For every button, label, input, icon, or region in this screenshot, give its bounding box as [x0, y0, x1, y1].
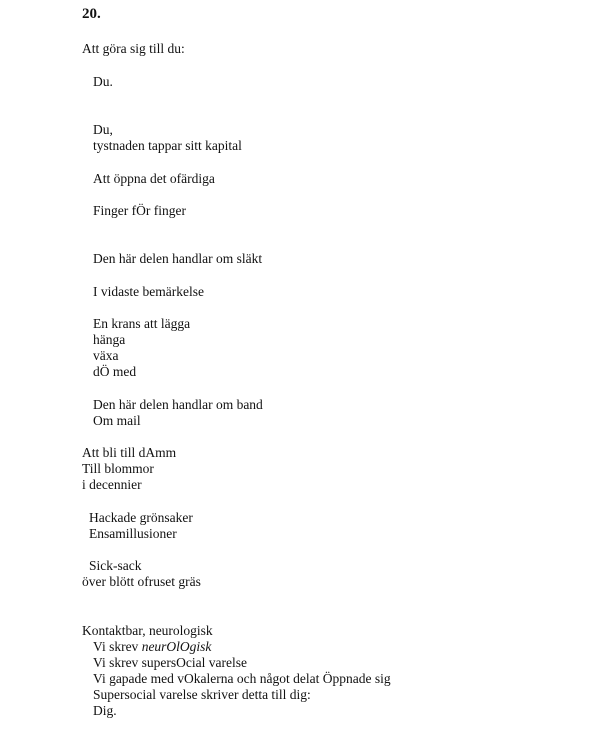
text-line: Att göra sig till du:: [82, 41, 185, 56]
text-line: Den här delen handlar om släkt: [93, 251, 263, 266]
text-line: över blött ofruset gräs: [82, 574, 201, 589]
text-line: växa: [93, 348, 119, 363]
text-line: hänga: [93, 332, 126, 347]
text-line: Vi gapade med vOkalerna och något delat Öppnade sig: [93, 671, 391, 686]
text-segment: Vi skrev: [93, 639, 142, 654]
text-line: i decennier: [82, 477, 142, 492]
text-line: Vi skrev supersOcial varelse: [93, 655, 248, 670]
text-line: [93, 639, 211, 655]
text-line: En krans att lägga: [93, 316, 191, 331]
text-line: Den här delen handlar om band: [93, 397, 263, 412]
text-line: Hackade grönsaker: [89, 510, 193, 525]
text-line: Du,: [93, 122, 113, 137]
text-line: Ensamillusioner: [89, 526, 177, 541]
text-line: Om mail: [93, 413, 141, 428]
text-line: Supersocial varelse skriver detta till dig:: [93, 687, 311, 702]
text-line: Sick-sack: [89, 558, 142, 573]
text-line: Dig.: [93, 703, 117, 718]
text-line: Till blommor: [82, 461, 154, 476]
italic-word: neurOlOgisk: [141, 639, 212, 654]
text-line: tystnaden tappar sitt kapital: [93, 138, 242, 153]
section-number: 20.: [82, 6, 101, 22]
text-line: I vidaste bemärkelse: [93, 284, 204, 299]
text-line: Du.: [93, 74, 113, 89]
text-line: Att bli till dAmm: [82, 445, 177, 460]
text-line: Att öppna det ofärdiga: [93, 171, 215, 186]
text-line: Finger fÖr finger: [93, 203, 186, 218]
text-line: Kontaktbar, neurologisk: [82, 623, 213, 638]
text-line: dÖ med: [93, 364, 137, 379]
